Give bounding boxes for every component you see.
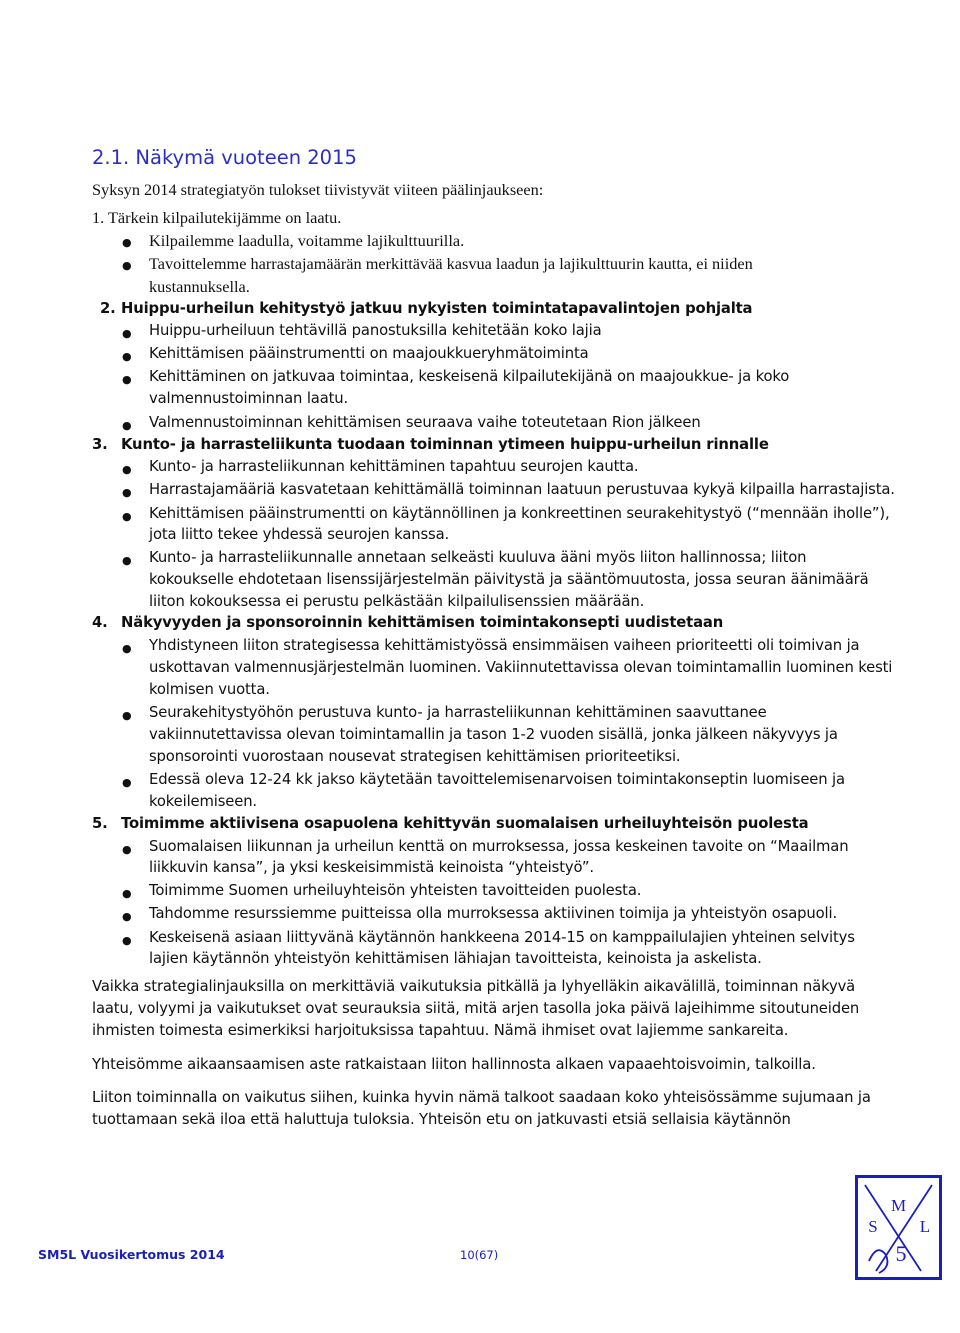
paragraph-2: Yhteisömme aikaansaamisen aste ratkaistaan liiton hallinnosta alkaen vapaaehtoisvoimin, talkoilla. xyxy=(92,1056,816,1073)
intro-text: Syksyn 2014 strategiatyön tulokset tiivistyvät viiteen päälinjaukseen: xyxy=(92,180,544,199)
bullet-icon: ● xyxy=(122,236,132,249)
item-4-bullet-1-line-3: kolmisen vuotta. xyxy=(149,681,270,698)
item-3-bullet-4-line-3: liiton kokouksessa ei perustu pelkästään kilpailulisenssien määrään. xyxy=(149,593,645,610)
sm5l-logo xyxy=(855,1175,942,1280)
footer-page-number: 10(67) xyxy=(460,1248,499,1262)
item-5-title: Toimimme aktiivisena osapuolena kehittyvän suomalaisen urheiluyhteisön puolesta xyxy=(121,815,809,832)
item-5-bullet-4-line-1: Keskeisenä asiaan liittyvänä käytännön hankkeena 2014-15 on kamppailulajien yhteinen selvitys xyxy=(149,929,855,946)
item-4-bullet-2-line-3: sponsorointi vuorostaan nousevat strategisen kehittämisen prioriteetiksi. xyxy=(149,748,681,765)
paragraph-1-line-2: laatu, volyymi ja vaikutukset ovat seurauksia siitä, mitä arjen tasolla joka päivä lajeihimme sitoutuneiden xyxy=(92,1000,860,1017)
item-2-bullet-3-line-2: valmennustoiminnan laatu. xyxy=(149,390,349,407)
item-3-number: 3. xyxy=(92,436,108,453)
bullet-icon: ● xyxy=(122,373,132,386)
sm5l-logo-icon xyxy=(855,1175,942,1280)
item-3-bullet-3-line-2: jota liitto tekee yhdessä seurojen kanssa. xyxy=(149,526,450,543)
item-3-bullet-1: Kunto- ja harrasteliikunnan kehittäminen tapahtuu seurojen kautta. xyxy=(149,458,639,475)
item-3-bullet-3-line-1: Kehittämisen pääinstrumentti on käytännöllinen ja konkreettinen seurakehitystyö (“mennään iholle”), xyxy=(149,505,890,522)
item-4-bullet-1-line-2: uskottavan valmennusjärjestelmän luominen. Vakiinnutettavissa olevan toimintamallin luominen kesti xyxy=(149,659,893,676)
item-5-bullet-3: Tahdomme resurssiemme puitteissa olla murroksessa aktiivinen toimija ja yhteistyön osapuoli. xyxy=(149,905,838,922)
item-3-bullet-4-line-2: kokoukselle ehdotetaan lisenssijärjestelmän päivitystä ja sääntömuutosta, jossa seuran äänimäärä xyxy=(149,571,869,588)
section-heading: 2.1. Näkymä vuoteen 2015 xyxy=(92,146,357,169)
bullet-icon: ● xyxy=(122,776,132,789)
item-2-title: Huippu-urheilun kehitystyö jatkuu nykyisten toimintatapavalintojen pohjalta xyxy=(121,300,753,317)
bullet-icon: ● xyxy=(122,419,132,432)
item-4-bullet-3-line-1: Edessä oleva 12-24 kk jakso käytetään tavoittelemisenarvoisen toimintakonseptin luomiseen ja xyxy=(149,771,845,788)
item-4-bullet-1-line-1: Yhdistyneen liiton strategisessa kehittämistyössä ensimmäisen vaiheen prioriteetti oli toimivan ja xyxy=(149,637,860,654)
bullet-icon: ● xyxy=(122,887,132,900)
bullet-icon: ● xyxy=(122,554,132,567)
bullet-icon: ● xyxy=(122,259,132,272)
item-1-bullet-2-line-1: Tavoittelemme harrastajamäärän merkittävää kasvua laadun ja lajikulttuurin kautta, ei niiden xyxy=(149,254,753,273)
logo-letter-l: L xyxy=(919,1217,931,1236)
bullet-icon: ● xyxy=(122,486,132,499)
item-4-bullet-2-line-2: vakiinnutettavissa olevan toimintamallin ja tason 1-2 vuoden sisällä, jonka jälkeen näkyvyys ja xyxy=(149,726,838,743)
item-4-title: Näkyvyyden ja sponsoroinnin kehittämisen toimintakonsepti uudistetaan xyxy=(121,614,724,631)
paragraph-1-line-3: ihmisten toimesta esimerkiksi harjoituksissa tapahtuu. Nämä ihmiset ovat lajiemme sankareita. xyxy=(92,1022,789,1039)
paragraph-3-line-2: tuottamaan sekä iloa että haluttuja tuloksia. Yhteisön etu on jatkuvasti etsiä sellaisia käytännön xyxy=(92,1111,791,1128)
bullet-icon: ● xyxy=(122,910,132,923)
item-2-bullet-4: Valmennustoiminnan kehittämisen seuraava vaihe toteutetaan Rion jälkeen xyxy=(149,414,701,431)
item-5-bullet-1-line-1: Suomalaisen liikunnan ja urheilun kenttä on murroksessa, jossa keskeinen tavoite on “Maailman xyxy=(149,838,849,855)
bullet-icon: ● xyxy=(122,642,132,655)
item-2-number: 2. xyxy=(100,300,116,317)
item-1-title: 1. Tärkein kilpailutekijämme on laatu. xyxy=(92,208,342,227)
bullet-icon: ● xyxy=(122,934,132,947)
item-5-number: 5. xyxy=(92,815,108,832)
paragraph-1-line-1: Vaikka strategialinjauksilla on merkittäviä vaikutuksia pitkällä ja lyhyelläkin aikavälillä, toiminnan näkyvä xyxy=(92,978,856,995)
bullet-icon: ● xyxy=(122,510,132,523)
item-1-bullet-1: Kilpailemme laadulla, voitamme lajikulttuurilla. xyxy=(149,231,465,250)
item-5-bullet-2: Toimimme Suomen urheiluyhteisön yhteisten tavoitteiden puolesta. xyxy=(149,882,642,899)
item-3-title: Kunto- ja harrasteliikunta tuodaan toiminnan ytimeen huippu-urheilun rinnalle xyxy=(121,436,769,453)
bullet-icon: ● xyxy=(122,463,132,476)
item-4-number: 4. xyxy=(92,614,108,631)
item-5-bullet-4-line-2: lajien käytännön yhteistyön kehittämisen lähiajan tavoitteista, keinoista ja askelista. xyxy=(149,950,762,967)
paragraph-3-line-1: Liiton toiminnalla on vaikutus siihen, kuinka hyvin nämä talkoot saadaan koko yhteisössämme sujumaan ja xyxy=(92,1089,871,1106)
bullet-icon: ● xyxy=(122,350,132,363)
logo-digit-5: 5 xyxy=(895,1241,907,1266)
item-2-bullet-3-line-1: Kehittäminen on jatkuvaa toimintaa, keskeisenä kilpailutekijänä on maajoukkue- ja koko xyxy=(149,368,790,385)
logo-letter-m: M xyxy=(890,1196,907,1215)
item-5-bullet-1-line-2: liikkuvin kansa”, ja yksi keskeisimmistä keinoista “yhteistyö”. xyxy=(149,859,594,876)
item-3-bullet-4-line-1: Kunto- ja harrasteliikunnalle annetaan selkeästi kuuluva ääni myös liiton hallinnossa; liiton xyxy=(149,549,807,566)
bullet-icon: ● xyxy=(122,709,132,722)
item-4-bullet-2-line-1: Seurakehitystyöhön perustuva kunto- ja harrasteliikunnan kehittäminen saavuttanee xyxy=(149,704,767,721)
logo-letter-s: S xyxy=(868,1217,878,1236)
item-3-bullet-2: Harrastajamääriä kasvatetaan kehittämällä toiminnan laatuun perustuvaa kykyä kilpailla harrastajista. xyxy=(149,481,895,498)
footer-report-title: SM5L Vuosikertomus 2014 xyxy=(38,1247,225,1262)
bullet-icon: ● xyxy=(122,327,132,340)
item-4-bullet-3-line-2: kokeilemiseen. xyxy=(149,793,257,810)
item-1-bullet-2-line-2: kustannuksella. xyxy=(149,277,250,296)
item-2-bullet-1: Huippu-urheiluun tehtävillä panostuksilla kehitetään koko lajia xyxy=(149,322,602,339)
bullet-icon: ● xyxy=(122,843,132,856)
item-2-bullet-2: Kehittämisen pääinstrumentti on maajoukkueryhmätoiminta xyxy=(149,345,589,362)
